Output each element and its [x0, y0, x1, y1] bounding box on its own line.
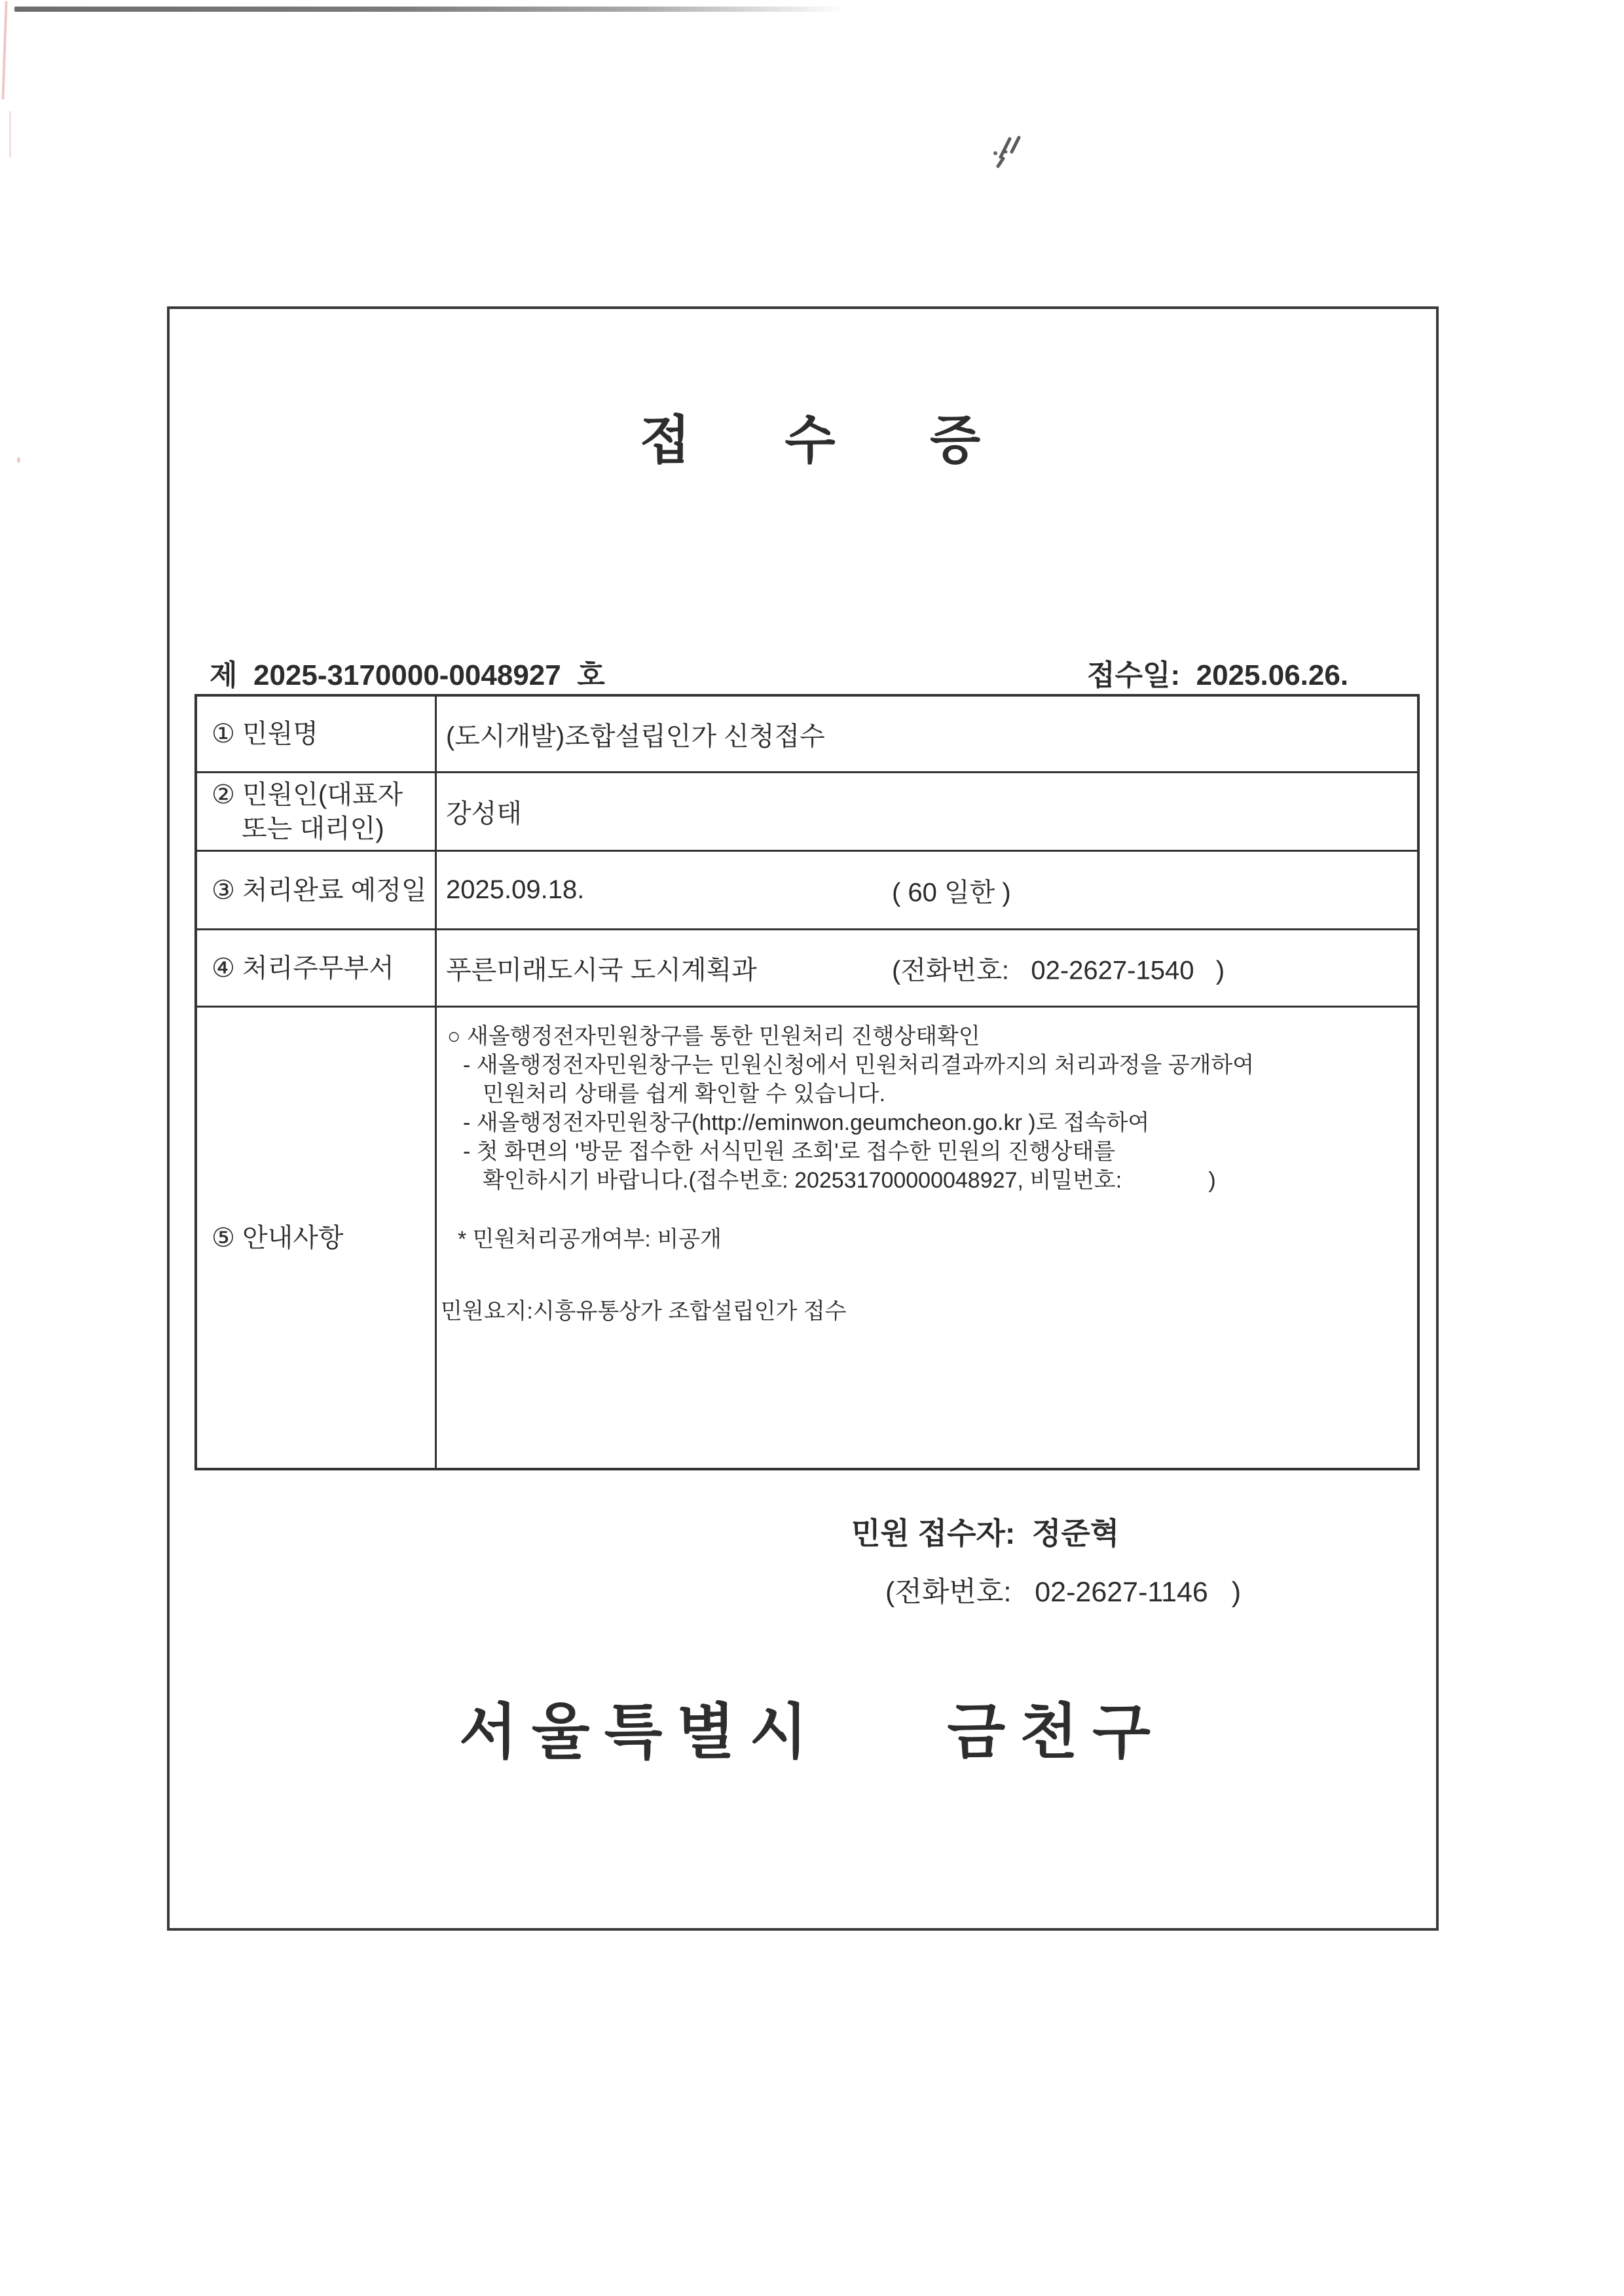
value-text: 2025.09.18.	[446, 875, 585, 904]
notice-summary: 민원요지:시흥유통상가 조합설립인가 접수	[441, 1299, 847, 1324]
label-text: ① 민원명	[212, 720, 318, 748]
row-value	[437, 697, 1417, 771]
doc-no-prefix: 제	[210, 659, 238, 691]
row-value	[437, 930, 1417, 1006]
receipt-date-space	[1180, 659, 1196, 691]
label-text: ④ 처리주무부서	[212, 953, 394, 983]
receiver-space	[1015, 1516, 1032, 1550]
row-label	[197, 697, 437, 771]
notice-line: ○ 새올행정전자민원창구를 통한 민원처리 진행상태확인	[447, 1024, 980, 1049]
row-label	[197, 773, 437, 850]
receiver-line	[851, 1510, 1119, 1553]
value-text: 강성태	[446, 799, 522, 828]
issuing-org-name: 서울특별시 금천구	[458, 1699, 1166, 1766]
receiver-phone: (전화번호: 02-2627-1146 )	[885, 1576, 1242, 1608]
doc-no: 2025-3170000-0048927	[253, 659, 561, 691]
value-extra-text: ( 60 일한 )	[892, 878, 1011, 907]
doc-no-suffix: 호	[577, 659, 605, 691]
label-text: ⑤ 안내사항	[212, 1223, 344, 1252]
row-label	[197, 930, 437, 1006]
table-row-department	[197, 928, 1417, 1006]
row-label	[197, 1008, 437, 1468]
table-row-minwon-name	[197, 697, 1417, 771]
receiver-label: 민원 접수자:	[851, 1516, 1016, 1550]
scan-red-streak-artifact	[9, 111, 11, 157]
receipt-date: 2025.06.26.	[1196, 659, 1349, 691]
table-row-guidance	[197, 1006, 1417, 1468]
notice-disclosure: * 민원처리공개여부: 비공개	[458, 1227, 722, 1252]
notice-line: 확인하시기 바랍니다.(접수번호: 202531700000048927, 비밀번호: )	[483, 1168, 1216, 1193]
value-text: 푸른미래도시국 도시계획과	[446, 956, 757, 985]
label-text-line1: ② 민원인(대표자	[212, 780, 403, 809]
doc-no-space	[238, 659, 253, 691]
receipt-info-table	[194, 694, 1420, 1470]
notice-line: - 새올행정전자민원창구는 민원신청에서 민원처리결과까지의 처리과정을 공개하여	[463, 1053, 1255, 1078]
notice-line: - 첫 화면의 '방문 접수한 서식민원 조회'로 접수한 민원의 진행상태를	[463, 1139, 1116, 1164]
row-value	[437, 852, 1417, 928]
label-text: ③ 처리완료 예정일	[212, 875, 427, 905]
notice-line: - 새올행정전자민원창구(http://eminwon.geumcheon.go.kr )로 접속하여	[463, 1110, 1150, 1135]
doc-no-space2	[561, 659, 577, 691]
table-row-applicant	[197, 771, 1417, 850]
receipt-date-line	[1087, 651, 1348, 693]
row-label	[197, 852, 437, 928]
row-value	[437, 773, 1417, 850]
pen-scribble-mark	[981, 130, 1028, 177]
document-title: 접 수 증	[639, 411, 985, 469]
document-number-line	[210, 651, 605, 693]
receiver-name: 정준혁	[1031, 1516, 1120, 1550]
value-text: (도시개발)조합설립인가 신청접수	[446, 721, 825, 751]
value-extra-text: (전화번호: 02-2627-1540 )	[892, 956, 1225, 985]
scan-edge-artifact	[14, 7, 846, 12]
label-text-line2: 또는 대리인)	[242, 814, 384, 843]
scan-red-streak-artifact	[1, 1, 7, 100]
receipt-date-label: 접수일:	[1087, 659, 1181, 691]
table-row-due-date	[197, 850, 1417, 928]
row-value	[437, 1008, 1417, 1468]
notice-line: 민원처리 상태를 쉽게 확인할 수 있습니다.	[483, 1082, 886, 1106]
